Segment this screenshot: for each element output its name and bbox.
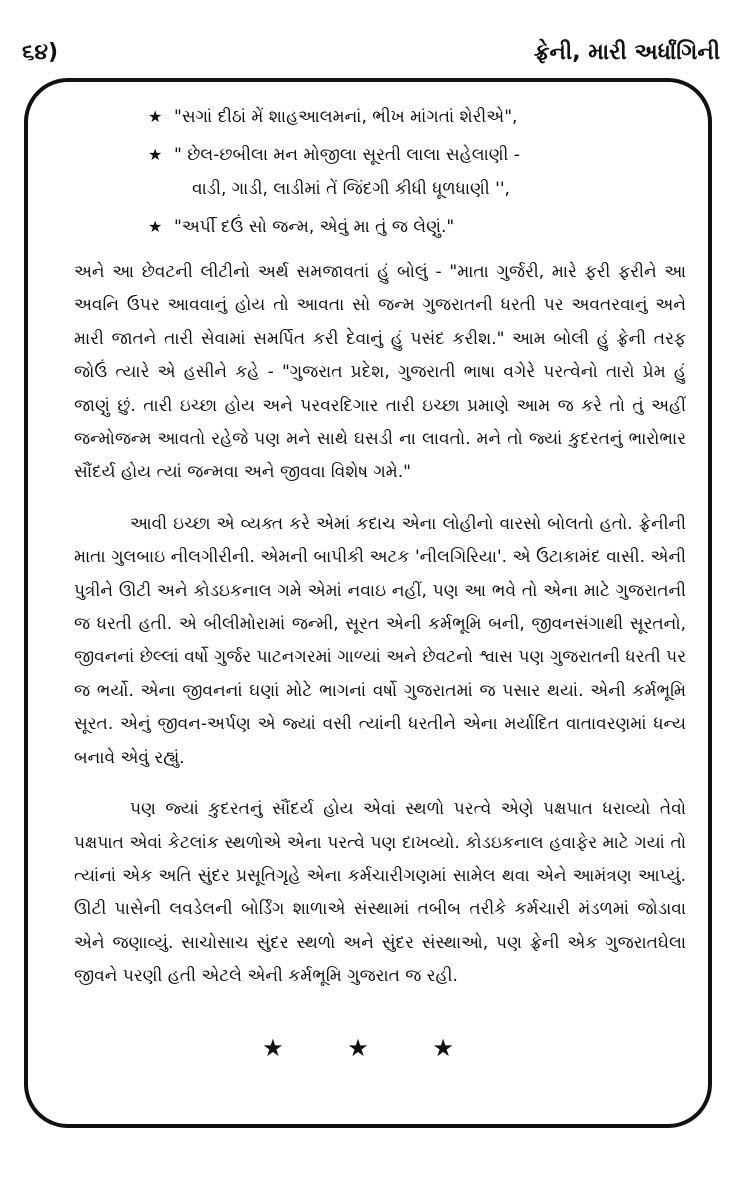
verse-line: "સગાં દીઠાં મેં શાહઆલમનાં, ભીખ માંગતાં શેરીએ", <box>174 107 518 127</box>
star-icon: ★ <box>148 217 163 236</box>
star-icon: ★ <box>148 145 163 164</box>
paragraph-text: અને આ છેવટની લીટીનો અર્થ સમજાવતાં હું બોલું - "માતા ગુર્જરી, મારે ફરી ફરીને આ અવનિ ઉપર આવવાનું હોય તો આવતા સો જન્મ ગુજરાતની ધરતી પર અવતરવાનું અને મારી જાતને તારી સેવામાં સમર્પિત કરી દેવાનું હું પસંદ કરીશ." આમ બોલી હું ફ્રેની તરફ જોઉં ત્યારે એ હસીને કહે - "ગુજરાત પ્રદેશ, ગુજરાતી ભાષા વગેરે પરત્વેનો તારો પ્રેમ હું જાણું છું. તારી ઇચ્છા હોય અને પરવરદિગાર તારી ઇચ્છા પ્રમાણે આમ જ કરે તો તું અહીં જન્મોજન્મ આવતો રહેજે પણ મને સાથે ઘસડી ના લાવતો. મને તો જ્યાં કુદરતનું ભારોભાર સૌંદર્ય હોય ત્યાં જન્મવા અને જીવવા વિશેષ ગમે." <box>74 262 686 483</box>
section-end-ornament: ★ ★ ★ <box>262 1034 482 1062</box>
paragraph-text: પણ જ્યાં કુદરતનું સૌંદર્ય હોય એવાં સ્થળો પરત્વે એણે પક્ષપાત ધરાવ્યો તેવો પક્ષપાત એવાં કેટલાંક સ્થળોએ એના પરત્વે પણ દાખવ્યો. કોડઇકનાલ હવાફેર માટે ગયાં તો ત્યાંનાં એક અતિ સુંદર પ્રસૂતિગૃહે એના કર્મચારીગણમાં સામેલ થવા એને આમંત્રણ આપ્યું. ઊટી પાસેની લવડેલની બોર્ડિંગ શાળાએ સંસ્થામાં તબીબ તરીકે કર્મચારી મંડળમાં જોડાવા એને જણાવ્યું. સાચોસાચ સુંદર સ્થળો અને સુંદર સંસ્થાઓ, પણ ફ્રેની એક ગુજરાતઘેલા જીવને પરણી હતી એટલે એની કર્મભૂમિ ગુજરાત જ રહી. <box>74 799 686 987</box>
verse-item <box>74 100 686 134</box>
paragraph-text: આવી ઇચ્છા એ વ્યક્ત કરે એમાં કદાચ એના લોહીનો વારસો બોલતો હતો. ફ્રેનીની માતા ગુલબાઇ નીલગીરીની. એમની બાપીકી અટક 'નીલગિરિયા'. એ ઉટાકામંદ વાસી. એની પુત્રીને ઊટી અને કોડઇકનાલ ગમે એમાં નવાઇ નહીં, પણ આ ભવે તો એના માટે ગુજરાતની જ ધરતી હતી. એ બીલીમોરામાં જન્મી, સૂરત એની કર્મભૂમિ બની, જીવનસંગાથી સૂરતનો, જીવનનાં છેલ્લાં વર્ષો ગુર્જર પાટનગરમાં ગાળ્યાં અને છેવટનો શ્વાસ પણ ગુજરાતની ધરતી પર જ ભર્યો. એના જીવનનાં ઘણાં મોટે ભાગનાં વર્ષો ગુજરાતમાં જ પસાર થયાં. એની કર્મભૂમિ સૂરત. એનું જીવન-અર્પણ એ જ્યાં વસી ત્યાંની ધરતીને એના મર્યાદિત વાતાવરણમાં ધન્ય બનાવે એવું રહ્યું. <box>74 513 686 768</box>
page-content <box>74 100 686 994</box>
verse-item <box>74 210 686 244</box>
verse-line: " છેલ-છબીલા મન મોજીલા સૂરતી લાલા સહેલાણી - <box>174 145 520 165</box>
star-icon: ★ <box>148 107 163 126</box>
running-head-title: ફ્રેની, મારી અર્ધાંગિની <box>533 40 720 65</box>
paragraph-2 <box>74 508 686 775</box>
page-number: ૬૪) <box>22 40 59 65</box>
verse-line: "અર્પી દઉં સો જન્મ, એવું મા તું જ લેણું." <box>174 217 455 237</box>
paragraph-3 <box>74 793 686 993</box>
verse-line: વાડી, ગાડી, લાડીમાં તેં જિંદગી કીધી ધૂળધાણી '', <box>192 179 510 199</box>
verse-item <box>74 138 686 206</box>
paragraph-1 <box>74 256 686 490</box>
verse-block <box>74 100 686 244</box>
